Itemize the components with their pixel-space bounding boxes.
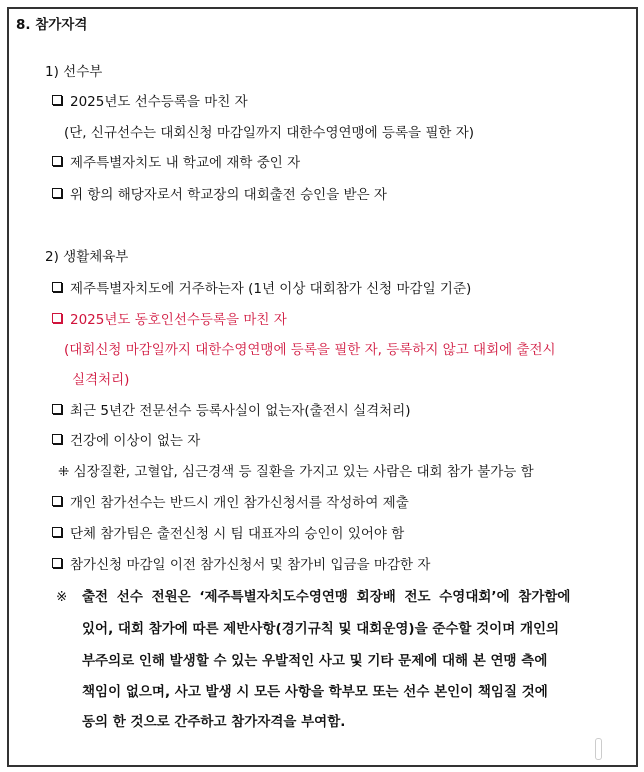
list-item-note: (단, 신규선수는 대회신청 마감일까지 대한수영연맹에 등록을 필한 자) [64,125,475,141]
section-title: 8. 참가자격 [16,17,88,33]
checkbox-bullet-icon [52,188,62,198]
checkbox-bullet-icon [52,496,62,506]
checkbox-bullet-icon [52,95,62,105]
disclaimer-line: 출전 선수 전원은 ‘제주특별자치도수영연맹 회장배 전도 수영대회’에 참가함에 [82,589,571,605]
disclaimer-line: 책임이 없으며, 사고 발생 시 모든 사항을 학부모 또는 선수 본인이 책임질 것에 [82,684,548,700]
list-item: 위 항의 해당자로서 학교장의 대회출전 승인을 받은 자 [52,186,387,204]
list-item-note-highlight: (대회신청 마감일까지 대한수영연맹에 등록을 필한 자, 등록하지 않고 대회에 출전시 [64,342,556,358]
disclaimer-line: 있어, 대회 참가에 따른 제반사항(경기규칙 및 대회운영)을 준수할 것이며 개인의 [82,621,560,637]
amateur-heading: 2) 생활체육부 [45,249,129,265]
checkbox-bullet-icon [52,404,62,414]
checkbox-bullet-icon [52,434,62,444]
list-item: 2025년도 선수등록을 마친 자 [52,93,248,111]
athlete-heading: 1) 선수부 [45,64,103,80]
list-item: 제주특별자치도에 거주하는자 (1년 이상 대회참가 신청 마감일 기준) [52,280,471,298]
list-item-highlight: 2025년도 동호인선수등록을 마친 자 [52,311,287,329]
checkbox-bullet-icon [52,527,62,537]
list-item: 단체 참가팀은 출전신청 시 팀 대표자의 승인이 있어야 함 [52,525,404,543]
checkbox-bullet-icon [52,313,62,323]
list-item: 개인 참가선수는 반드시 개인 참가신청서를 작성하여 제출 [52,494,409,512]
list-item-note-highlight-cont: 실격처리) [72,372,130,388]
checkbox-bullet-icon [52,282,62,292]
checkbox-bullet-icon [52,156,62,166]
health-note: ⁜ 심장질환, 고혈압, 심근경색 등 질환을 가지고 있는 사람은 대회 참가 불가능 함 [58,464,534,480]
list-item: 최근 5년간 전문선수 등록사실이 없는자(출전시 실격처리) [52,402,411,420]
list-item: 제주특별자치도 내 학교에 재학 중인 자 [52,154,300,172]
reference-mark-icon: ※ [56,589,68,605]
paperclip-icon [595,738,602,760]
disclaimer-line: 동의 한 것으로 간주하고 참가자격을 부여함. [82,714,346,730]
disclaimer-line: 부주의로 인해 발생할 수 있는 우발적인 사고 및 기타 문제에 대해 본 연맹 측에 [82,653,548,669]
list-item: 참가신청 마감일 이전 참가신청서 및 참가비 입금을 마감한 자 [52,556,430,574]
checkbox-bullet-icon [52,558,62,568]
list-item: 건강에 이상이 없는 자 [52,432,200,450]
